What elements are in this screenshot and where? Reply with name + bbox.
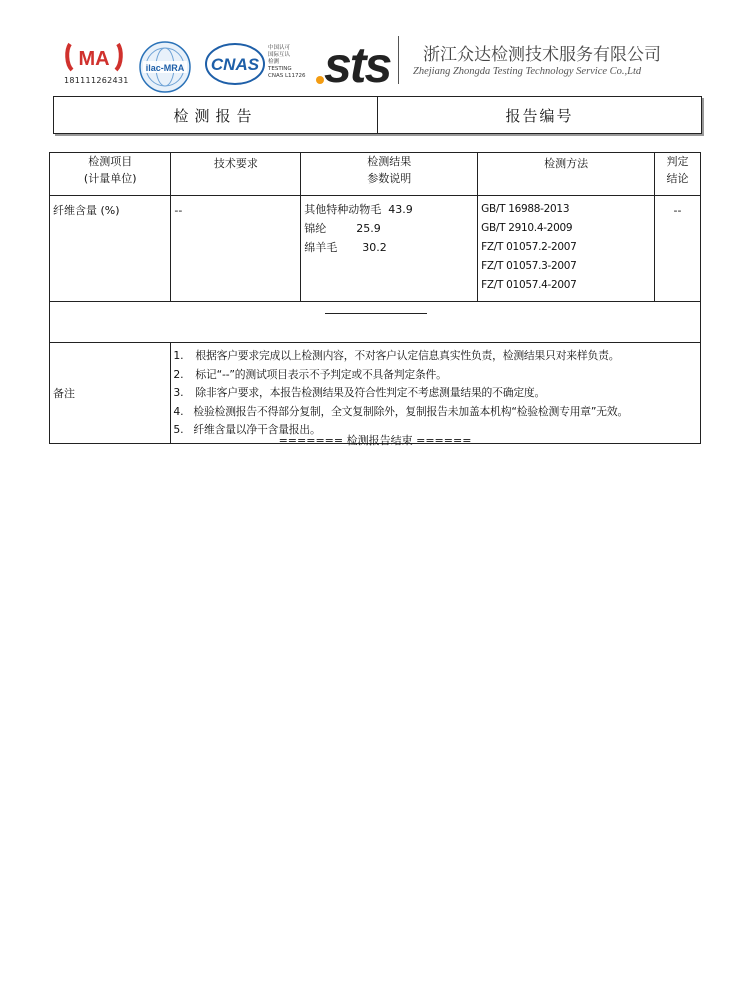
- method-line: GB/T 16988-2013: [481, 203, 570, 215]
- svg-text:MA: MA: [78, 48, 110, 70]
- report-header: [53, 96, 702, 134]
- note-item: 3. 除非客户要求，本报告检测结果及符合性判定不考虑测量结果的不确定度。: [173, 386, 546, 399]
- method-line: FZ/T 01057.4-2007: [481, 279, 577, 291]
- header-conclusion: 判定 结论: [655, 153, 701, 196]
- report-title: 检测报告: [54, 97, 378, 133]
- svg-text:sts: sts: [324, 37, 391, 90]
- note-item: 5. 纤维含量以净干含量报出。: [173, 423, 321, 436]
- notes-label: 备注: [50, 343, 171, 444]
- header-item: 检测项目 (计量单位): [50, 153, 171, 196]
- result-line: 其他特种动物毛 43.9: [304, 203, 413, 216]
- sts-logo: [312, 30, 396, 94]
- method-line: FZ/T 01057.3-2007: [481, 260, 577, 272]
- company-name-en: Zhejiang Zhongda Testing Technology Service Co.,Ltd: [413, 66, 642, 77]
- conclusion-cell: --: [655, 196, 701, 302]
- table-header-row: [50, 153, 701, 196]
- result-line: 锦纶 25.9: [304, 222, 381, 235]
- company-name-cn: 浙江众达检测技术服务有限公司: [423, 45, 661, 65]
- cnas-caption: 中国认可 国际互认 检测 TESTING CNAS L11726: [268, 45, 306, 79]
- notes-row: [50, 343, 701, 444]
- cma-logo: [64, 40, 129, 85]
- end-line: [325, 313, 427, 314]
- note-item: 4. 检验检测报告不得部分复制，全文复制除外，复制报告未加盖本机构“检验检测专用章”无效。: [173, 404, 629, 418]
- cma-mark-icon: [64, 40, 124, 74]
- method-line: GB/T 2910.4-2009: [481, 222, 573, 234]
- cnas-logo: [204, 40, 266, 92]
- svg-text:CNAS: CNAS: [210, 55, 260, 74]
- header-divider: [398, 36, 399, 84]
- ilac-mra-logo: [138, 40, 192, 98]
- sts-dot-icon: [316, 76, 324, 84]
- header-result: 检测结果 参数说明: [301, 153, 478, 196]
- item-cell: 纤维含量 (%): [50, 196, 171, 302]
- note-item: 1. 根据客户要求完成以上检测内容，不对客户认定信息真实性负责，检测结果只对来样负责。: [173, 349, 620, 362]
- notes-list: [171, 343, 701, 444]
- header-method: 检测方法: [478, 153, 655, 196]
- note-item: 2. 标记“--”的测试项目表示不予判定或不具备判定条件。: [173, 367, 447, 381]
- result-cell: [301, 196, 478, 302]
- results-table: [49, 152, 701, 444]
- cma-number: 181111262431: [64, 76, 129, 85]
- blank-row: [50, 302, 701, 343]
- table-row: [50, 196, 701, 302]
- header-requirement: 技术要求: [171, 153, 301, 196]
- method-cell: [478, 196, 655, 302]
- requirement-cell: --: [171, 196, 301, 302]
- method-line: FZ/T 01057.2-2007: [481, 241, 577, 253]
- svg-text:ilac-MRA: ilac-MRA: [145, 63, 185, 73]
- result-line: 绵羊毛 30.2: [304, 241, 387, 254]
- report-end-marker: ======= 检测报告结束 ======: [278, 434, 472, 447]
- report-number-label: 报告编号: [505, 106, 574, 125]
